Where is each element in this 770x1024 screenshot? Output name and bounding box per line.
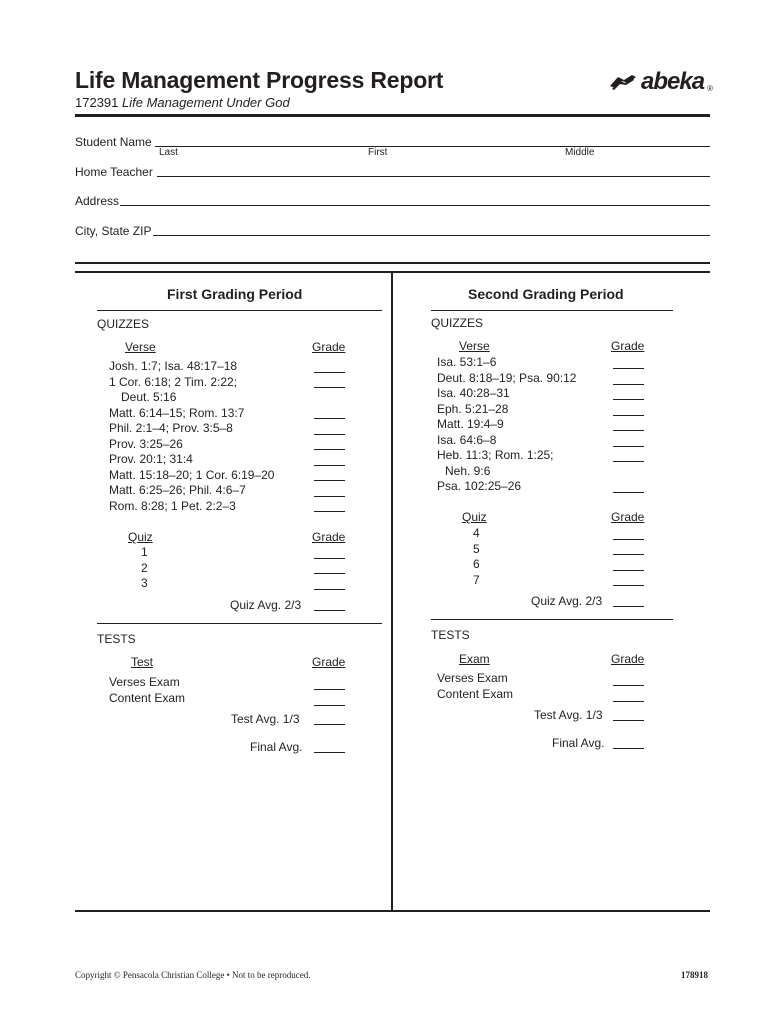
grade-blank[interactable] [613, 570, 644, 571]
test-item: Content Exam [437, 686, 514, 701]
quiz-number: 3 [141, 576, 148, 590]
test-item: Content Exam [109, 690, 186, 705]
verse-item: Matt. 6:25–26; Phil. 4:6–7 [109, 483, 246, 497]
header-rule [75, 114, 710, 117]
first-test-list [109, 675, 185, 706]
first-tests-label: TESTS [97, 632, 136, 646]
verse-item: Rom. 8:28; 1 Pet. 2:2–3 [109, 498, 236, 513]
grade-blank[interactable] [314, 573, 345, 574]
second-tests-label: TESTS [431, 628, 470, 642]
second-quiz-list [473, 526, 480, 588]
second-tests-rule [431, 619, 673, 620]
grade-blank[interactable] [613, 384, 644, 385]
grade-blank[interactable] [613, 446, 644, 447]
second-verse-list [437, 355, 576, 495]
test-item: Verses Exam [109, 675, 180, 689]
book-icon [608, 73, 638, 91]
quiz-avg-blank[interactable] [314, 610, 345, 611]
grade-blank[interactable] [613, 701, 644, 702]
copyright-notice: Copyright © Pensacola Christian College • Not to be reproduced. [75, 970, 311, 980]
final-avg-blank[interactable] [613, 748, 644, 749]
verse-item: Matt. 15:18–20; 1 Cor. 6:19–20 [109, 467, 275, 482]
grade-blank[interactable] [314, 434, 345, 435]
course-code: 172391 [75, 95, 119, 110]
verse-item: Deut. 5:16 [121, 390, 177, 404]
student-name-label: Student Name [75, 135, 152, 149]
first-label: First [368, 147, 388, 158]
first-test-grade-header: Grade [312, 655, 346, 669]
grade-blank[interactable] [314, 480, 345, 481]
home-teacher-line[interactable] [157, 176, 710, 177]
grade-blank[interactable] [613, 368, 644, 369]
abeka-logo [608, 68, 712, 96]
second-final-avg-label: Final Avg. [552, 736, 605, 750]
second-title-rule [431, 310, 673, 311]
grade-blank[interactable] [314, 387, 345, 388]
second-quiz-grade-header: Grade [611, 510, 645, 524]
grade-blank[interactable] [314, 705, 345, 706]
first-quiz-header: Quiz [128, 530, 153, 544]
first-grade-header: Grade [312, 340, 346, 354]
second-grade-header: Grade [611, 339, 645, 353]
second-verse-header: Verse [459, 339, 490, 353]
grade-blank[interactable] [613, 492, 644, 493]
grade-blank[interactable] [613, 430, 644, 431]
verse-item: Heb. 11:3; Rom. 1:25; [437, 448, 554, 462]
grade-blank[interactable] [613, 685, 644, 686]
page-title: Life Management Progress Report [75, 67, 444, 93]
divider-bottom [75, 910, 710, 912]
verse-item: Prov. 20:1; 31:4 [109, 452, 193, 466]
city-state-zip-label: City, State ZIP [75, 224, 152, 238]
final-avg-blank[interactable] [314, 752, 345, 753]
quiz-number: 6 [473, 557, 480, 571]
grade-blank[interactable] [613, 585, 644, 586]
verse-item: Isa. 40:28–31 [437, 386, 510, 400]
first-quiz-avg-label: Quiz Avg. 2/3 [230, 598, 302, 612]
first-verse-list [109, 359, 274, 514]
home-teacher-label: Home Teacher [75, 165, 153, 179]
test-item: Verses Exam [437, 671, 508, 685]
verse-item: Neh. 9:6 [445, 463, 491, 478]
first-period-title: First Grading Period [167, 286, 303, 302]
student-name-line[interactable] [155, 146, 710, 147]
second-quiz-header: Quiz [462, 510, 487, 524]
second-quizzes-label: QUIZZES [431, 316, 484, 330]
quiz-number: 1 [141, 545, 148, 559]
grade-blank[interactable] [314, 689, 345, 690]
test-avg-blank[interactable] [613, 720, 644, 721]
quiz-number: 4 [473, 526, 480, 540]
grade-blank[interactable] [613, 554, 644, 555]
second-test-grade-header: Grade [611, 652, 645, 666]
first-test-avg-label: Test Avg. 1/3 [231, 712, 300, 726]
verse-item: Josh. 1:7; Isa. 48:17–18 [109, 359, 238, 373]
grade-blank[interactable] [314, 511, 345, 512]
first-verse-header: Verse [125, 340, 156, 354]
verse-item: Deut. 8:18–19; Psa. 90:12 [437, 370, 577, 385]
grade-blank[interactable] [314, 418, 345, 419]
first-final-avg-label: Final Avg. [250, 740, 303, 754]
grade-blank[interactable] [613, 539, 644, 540]
second-period-title: Second Grading Period [468, 286, 624, 302]
quiz-number: 5 [473, 541, 480, 556]
center-divider [391, 271, 393, 911]
verse-item: Eph. 5:21–28 [437, 401, 509, 416]
address-label: Address [75, 194, 120, 208]
course-name: Life Management Under God [122, 95, 290, 110]
grade-blank[interactable] [314, 372, 345, 373]
divider-top-1 [75, 262, 710, 264]
grade-blank[interactable] [613, 461, 644, 462]
first-quizzes-label: QUIZZES [97, 317, 150, 331]
grade-blank[interactable] [314, 449, 345, 450]
address-line[interactable] [120, 205, 710, 206]
verse-item: Psa. 102:25–26 [437, 479, 522, 493]
verse-item: Isa. 64:6–8 [437, 432, 497, 447]
grade-blank[interactable] [314, 589, 345, 590]
first-quiz-grade-header: Grade [312, 530, 346, 544]
verse-item: Prov. 3:25–26 [109, 436, 183, 451]
second-test-list [437, 671, 513, 702]
first-test-header: Test [131, 655, 154, 669]
grade-blank[interactable] [314, 465, 345, 466]
verse-item: 1 Cor. 6:18; 2 Tim. 2:22; [109, 374, 238, 389]
first-title-rule [97, 310, 382, 311]
quiz-number: 7 [473, 572, 480, 587]
registered-mark: ® [707, 84, 712, 93]
grade-blank[interactable] [613, 399, 644, 400]
first-quiz-list [141, 545, 148, 592]
grade-blank[interactable] [314, 558, 345, 559]
verse-item: Matt. 6:14–15; Rom. 13:7 [109, 405, 245, 420]
course-subtitle [75, 95, 290, 110]
verse-item: Isa. 53:1–6 [437, 355, 497, 369]
last-label: Last [159, 147, 178, 158]
first-tests-rule [97, 623, 382, 624]
test-avg-blank[interactable] [314, 724, 345, 725]
second-test-avg-label: Test Avg. 1/3 [534, 708, 603, 722]
grade-blank[interactable] [314, 496, 345, 497]
verse-item: Matt. 19:4–9 [437, 417, 504, 431]
form-number: 178918 [681, 970, 708, 980]
quiz-avg-blank[interactable] [613, 606, 644, 607]
verse-item: Phil. 2:1–4; Prov. 3:5–8 [109, 421, 233, 435]
logo-text: abeka [641, 68, 705, 95]
second-exam-header: Exam [459, 652, 490, 666]
city-state-zip-line[interactable] [153, 235, 710, 236]
grade-blank[interactable] [613, 415, 644, 416]
quiz-number: 2 [141, 560, 148, 575]
middle-label: Middle [565, 147, 595, 158]
second-quiz-avg-label: Quiz Avg. 2/3 [531, 594, 603, 608]
